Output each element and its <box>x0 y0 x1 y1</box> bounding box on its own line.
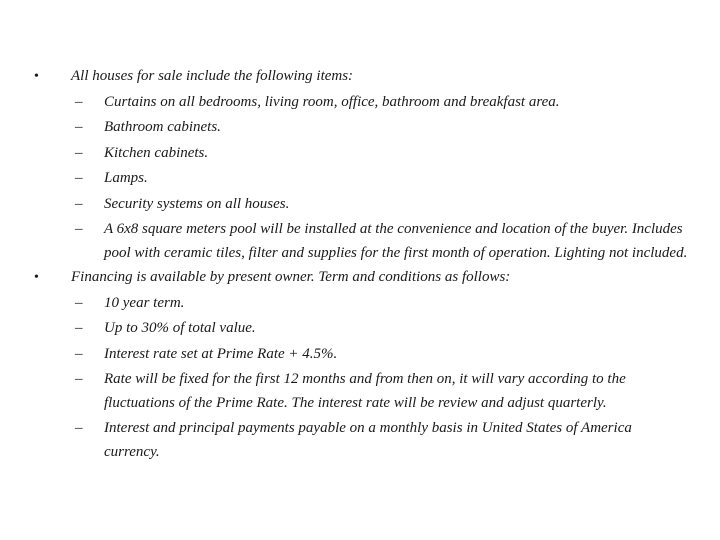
bullet-item-included-items <box>30 65 690 89</box>
subitem-curtains <box>30 91 690 115</box>
dash-marker: – <box>75 320 83 336</box>
dash-marker: – <box>75 119 83 135</box>
subitem-bathroom-cabinets <box>30 116 690 140</box>
subitem-rate-fixed <box>30 368 690 415</box>
subitem-security-systems <box>30 193 690 217</box>
subitem-text: Interest rate set at Prime Rate + 4.5%. <box>104 345 338 362</box>
subitem-text: Kitchen cabinets. <box>104 144 209 161</box>
dash-marker: – <box>75 294 83 311</box>
bullet-marker: • <box>34 69 39 84</box>
subitem-text: Curtains on all bedrooms, living room, office, bathroom and breakfast area. <box>104 93 560 110</box>
subitem-kitchen-cabinets <box>30 142 690 166</box>
subitem-text: Bathroom cabinets. <box>104 119 221 135</box>
subitem-text: Lamps. <box>104 170 148 186</box>
bullet-marker: • <box>34 270 39 285</box>
subitem-text: A 6x8 square meters pool will be installed at the convenience and location of the buyer. Includes pool with ceramic tiles, filter and supplies for the first month of operation. Lighting not included. <box>104 221 688 261</box>
dash-marker: – <box>75 221 83 237</box>
subitem-term <box>30 292 690 316</box>
bullet-text: All houses for sale include the following items: <box>71 68 354 84</box>
subitem-text: Security systems on all houses. <box>104 195 290 212</box>
subitem-interest-rate <box>30 343 690 367</box>
subitem-total-value <box>30 317 690 341</box>
subitem-lamps <box>30 167 690 191</box>
dash-marker: – <box>75 420 83 436</box>
subitem-pool <box>30 218 690 265</box>
dash-marker: – <box>75 195 83 212</box>
bullet-text: Financing is available by present owner. Term and conditions as follows: <box>71 269 511 285</box>
bullet-list <box>30 64 690 464</box>
bullet-item-financing <box>30 266 690 290</box>
dash-marker: – <box>75 170 83 186</box>
dash-marker: – <box>75 371 83 387</box>
subitem-text: 10 year term. <box>104 294 185 311</box>
subitem-text: Rate will be fixed for the first 12 months and from then on, it will vary according to the fluctuations of the Prime Rate. The interest rate will be review and adjust quarterly. <box>104 371 626 411</box>
dash-marker: – <box>75 93 83 110</box>
dash-marker: – <box>75 144 83 161</box>
dash-marker: – <box>75 345 83 362</box>
subitem-text: Up to 30% of total value. <box>104 320 256 336</box>
subitem-text: Interest and principal payments payable on a monthly basis in United States of America currency. <box>104 420 632 460</box>
subitem-payments <box>30 417 690 464</box>
